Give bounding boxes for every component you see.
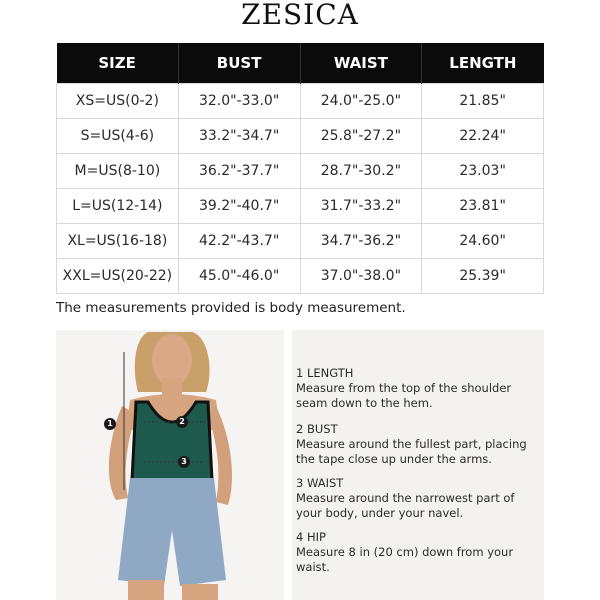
measure-desc-line: Measure 8 in (20 cm) down from your waist. <box>296 545 514 574</box>
cell-length: 22.24" <box>422 119 544 154</box>
table-row <box>57 84 544 119</box>
cell-waist: 34.7"-36.2" <box>300 224 422 259</box>
measure-hip <box>296 530 544 575</box>
table-header-row <box>57 43 544 84</box>
measure-desc-line: seam down to the hem. <box>296 396 433 410</box>
cell-size: XXL=US(20-22) <box>57 259 179 294</box>
cell-length: 23.81" <box>422 189 544 224</box>
table-row <box>57 119 544 154</box>
measurement-note: The measurements provided is body measurement. <box>56 300 406 316</box>
model-illustration <box>56 330 284 600</box>
table-row <box>57 154 544 189</box>
cell-size: S=US(4-6) <box>57 119 179 154</box>
left-leg-shape <box>128 580 164 600</box>
model-photo <box>56 330 284 600</box>
measure-desc-line: Measure around the narrowest part of <box>296 491 515 505</box>
measure-title: 4 HIP <box>296 530 326 544</box>
header-size: SIZE <box>57 43 179 84</box>
right-leg-shape <box>182 584 218 600</box>
cell-length: 23.03" <box>422 154 544 189</box>
measurement-guide <box>292 330 544 600</box>
brand-logo: ZESICA <box>241 0 359 31</box>
measure-desc-line: your body, under your navel. <box>296 506 464 520</box>
cell-waist: 31.7"-33.2" <box>300 189 422 224</box>
header-bust: BUST <box>178 43 300 84</box>
cell-waist: 37.0"-38.0" <box>300 259 422 294</box>
cell-length: 25.39" <box>422 259 544 294</box>
table-row <box>57 259 544 294</box>
shorts-shape <box>118 478 226 586</box>
marker-1-icon: 1 <box>104 418 116 430</box>
measure-desc-line: Measure from the top of the shoulder <box>296 381 512 395</box>
measure-title: 3 WAIST <box>296 476 344 490</box>
cell-bust: 32.0"-33.0" <box>178 84 300 119</box>
cell-bust: 42.2"-43.7" <box>178 224 300 259</box>
cell-waist: 28.7"-30.2" <box>300 154 422 189</box>
measure-desc-line: Measure around the fullest part, placing <box>296 437 527 451</box>
cell-size: L=US(12-14) <box>57 189 179 224</box>
measure-title: 2 BUST <box>296 422 338 436</box>
cell-waist: 25.8"-27.2" <box>300 119 422 154</box>
header-waist: WAIST <box>300 43 422 84</box>
cell-bust: 33.2"-34.7" <box>178 119 300 154</box>
cell-bust: 39.2"-40.7" <box>178 189 300 224</box>
size-chart-table <box>56 43 544 294</box>
cell-bust: 36.2"-37.7" <box>178 154 300 189</box>
cell-waist: 24.0"-25.0" <box>300 84 422 119</box>
cell-length: 21.85" <box>422 84 544 119</box>
cell-bust: 45.0"-46.0" <box>178 259 300 294</box>
measure-bust <box>296 422 544 467</box>
cell-size: XS=US(0-2) <box>57 84 179 119</box>
cell-length: 24.60" <box>422 224 544 259</box>
header-length: LENGTH <box>422 43 544 84</box>
table-row <box>57 224 544 259</box>
cell-size: M=US(8-10) <box>57 154 179 189</box>
marker-2-icon: 2 <box>176 416 188 428</box>
table-row <box>57 189 544 224</box>
measure-title: 1 LENGTH <box>296 366 354 380</box>
cell-size: XL=US(16-18) <box>57 224 179 259</box>
measure-waist <box>296 476 544 521</box>
marker-3-icon: 3 <box>178 456 190 468</box>
measure-desc-line: the tape close up under the arms. <box>296 452 492 466</box>
measure-length <box>296 366 544 411</box>
